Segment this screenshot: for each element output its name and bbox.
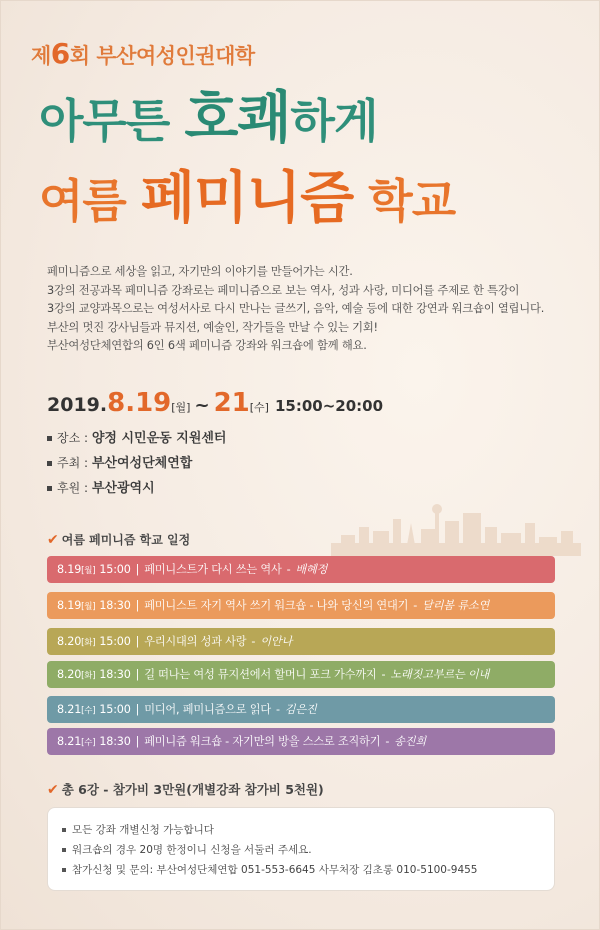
info-key: 장소 : bbox=[57, 431, 92, 445]
headline-2-big: 페미니즘 bbox=[140, 166, 354, 231]
note-text: 워크숍의 경우 20명 한정이니 신청을 서둘러 주세요. bbox=[72, 844, 312, 856]
separator: | bbox=[135, 563, 140, 576]
headline-1-pre: 아무튼 bbox=[39, 94, 185, 148]
schedule-date: 8.20 bbox=[57, 635, 82, 648]
schedule-date: 8.19 bbox=[57, 599, 82, 612]
schedule-item bbox=[47, 592, 555, 619]
bullet-icon bbox=[62, 848, 66, 852]
schedule-title-text: 미디어, 페미니즘으로 읽다 bbox=[144, 703, 271, 716]
separator: | bbox=[135, 703, 140, 716]
schedule-title-text: 페미니스트 자기 역사 쓰기 워크숍 - 나와 당신의 연대기 bbox=[144, 599, 409, 612]
schedule-item bbox=[47, 556, 555, 583]
schedule-time: 15:00 bbox=[99, 563, 131, 576]
date-start: 8.19 bbox=[107, 388, 172, 418]
fee-text: 총 6강 - 참가비 3만원(개별강좌 참가비 5천원) bbox=[61, 782, 324, 797]
separator: - bbox=[286, 563, 291, 576]
schedule-item bbox=[47, 728, 555, 755]
headline-1-big: 호쾌 bbox=[184, 86, 291, 151]
note-item bbox=[62, 860, 540, 880]
intro-line: 3강의 전공과목 페미니즘 강좌로는 페미니즘으로 보는 역사, 성과 사랑, 미디어를 주제로 한 특강이 bbox=[47, 283, 520, 297]
schedule-dow: [수] bbox=[81, 706, 96, 716]
headline-line-2 bbox=[39, 166, 456, 231]
bullet-square-icon bbox=[47, 486, 52, 491]
headline-1-post: 하게 bbox=[290, 94, 378, 148]
bullet-icon bbox=[62, 828, 66, 832]
schedule-speaker: 송진희 bbox=[394, 735, 426, 748]
separator: | bbox=[135, 668, 140, 681]
info-sponsor bbox=[47, 476, 227, 501]
schedule-date: 8.21 bbox=[57, 735, 82, 748]
schedule-dow: [화] bbox=[81, 671, 96, 681]
schedule-item bbox=[47, 661, 555, 688]
schedule-title-text: 여름 페미니즘 학교 일정 bbox=[61, 533, 191, 547]
schedule-time: 15:00 bbox=[99, 703, 131, 716]
note-item bbox=[62, 840, 540, 860]
edition-prefix: 제 bbox=[31, 44, 51, 68]
headline-line-1 bbox=[39, 86, 378, 151]
schedule-speaker: 달리봄 류소연 bbox=[422, 599, 490, 612]
schedule-time: 15:00 bbox=[99, 635, 131, 648]
schedule-dow: [월] bbox=[81, 602, 96, 612]
schedule-date: 8.20 bbox=[57, 668, 82, 681]
separator: - bbox=[275, 703, 280, 716]
schedule-dow: [월] bbox=[81, 566, 96, 576]
info-host bbox=[47, 451, 227, 476]
separator: | bbox=[135, 599, 140, 612]
schedule-speaker: 배혜정 bbox=[295, 563, 328, 576]
schedule-speaker: 노래짓고부르는 이내 bbox=[390, 668, 490, 681]
intro-line: 3강의 교양과목으로는 여성서사로 다시 만나는 글쓰기, 음악, 예술 등에 대한 강연과 워크숍이 열립니다. bbox=[47, 302, 545, 315]
separator: | bbox=[135, 735, 140, 748]
edition-number: 6 bbox=[50, 37, 70, 70]
info-key: 주최 : bbox=[57, 456, 92, 470]
separator: - bbox=[413, 599, 418, 612]
schedule-time: 18:30 bbox=[99, 668, 131, 681]
headline-2-pre: 여름 bbox=[39, 174, 141, 228]
schedule-dow: [화] bbox=[81, 638, 96, 648]
schedule-speaker: 김은진 bbox=[284, 703, 317, 716]
schedule-item bbox=[47, 696, 555, 723]
date-end: 21 bbox=[213, 388, 250, 418]
event-info bbox=[47, 426, 227, 501]
intro-line: 페미니즘으로 세상을 읽고, 자기만의 이야기를 만들어가는 시간. bbox=[47, 265, 353, 278]
note-text: 모든 강좌 개별신청 가능합니다 bbox=[72, 824, 214, 836]
info-value: 양정 시민운동 지원센터 bbox=[91, 431, 227, 446]
date-time: 15:00~20:00 bbox=[274, 397, 384, 415]
edition-title bbox=[31, 37, 255, 70]
schedule-title bbox=[47, 531, 190, 548]
note-item bbox=[62, 820, 540, 840]
separator: - bbox=[381, 668, 386, 681]
info-value: 부산광역시 bbox=[91, 481, 155, 496]
info-venue bbox=[47, 426, 227, 451]
schedule-dow: [수] bbox=[81, 738, 96, 748]
intro-line: 부산여성단체연합의 6인 6색 페미니즘 강좌와 워크숍에 함께 해요. bbox=[47, 339, 367, 352]
intro-line: 부산의 멋진 강사님들과 뮤지션, 예술인, 작가들을 만날 수 있는 기회! bbox=[47, 320, 378, 334]
fee-title bbox=[47, 780, 324, 798]
checkmark-icon: ✔ bbox=[47, 782, 59, 798]
notes-box bbox=[47, 807, 555, 891]
schedule-title-text: 페미니즘 워크숍 - 자기만의 방을 스스로 조직하기 bbox=[144, 735, 381, 748]
schedule-time: 18:30 bbox=[99, 735, 131, 748]
date-year: 2019. bbox=[47, 394, 108, 416]
date-start-dow: [월] bbox=[171, 401, 191, 414]
bullet-icon bbox=[62, 868, 66, 872]
info-value: 부산여성단체연합 bbox=[91, 456, 193, 471]
note-text: 참가신청 및 문의: 부산여성단체연합 051-553-6645 사무처장 김초롱 010-5100-9455 bbox=[72, 864, 478, 876]
info-key: 후원 : bbox=[57, 481, 92, 495]
schedule-date: 8.21 bbox=[57, 703, 82, 716]
edition-suffix: 회 부산여성인권대학 bbox=[69, 44, 255, 68]
bullet-square-icon bbox=[47, 436, 52, 441]
event-date bbox=[47, 388, 383, 418]
headline-2-post: 학교 bbox=[353, 174, 456, 228]
schedule-item bbox=[47, 628, 555, 655]
schedule-title-text: 길 떠나는 여성 뮤지션에서 할머니 포크 가수까지 bbox=[144, 668, 377, 681]
schedule-title-text: 우리시대의 성과 사랑 bbox=[144, 635, 247, 648]
schedule-date: 8.19 bbox=[57, 563, 82, 576]
bullet-square-icon bbox=[47, 461, 52, 466]
schedule-speaker: 이안나 bbox=[260, 635, 293, 648]
schedule-time: 18:30 bbox=[99, 599, 131, 612]
city-skyline-icon bbox=[331, 501, 581, 556]
date-tilde: ~ bbox=[194, 395, 210, 416]
separator: - bbox=[251, 635, 256, 648]
schedule-title-text: 페미니스트가 다시 쓰는 역사 bbox=[144, 563, 282, 576]
separator: | bbox=[135, 635, 140, 648]
intro-text bbox=[47, 263, 577, 356]
checkmark-icon: ✔ bbox=[47, 532, 59, 548]
date-end-dow: [수] bbox=[249, 401, 269, 414]
separator: - bbox=[385, 735, 390, 748]
